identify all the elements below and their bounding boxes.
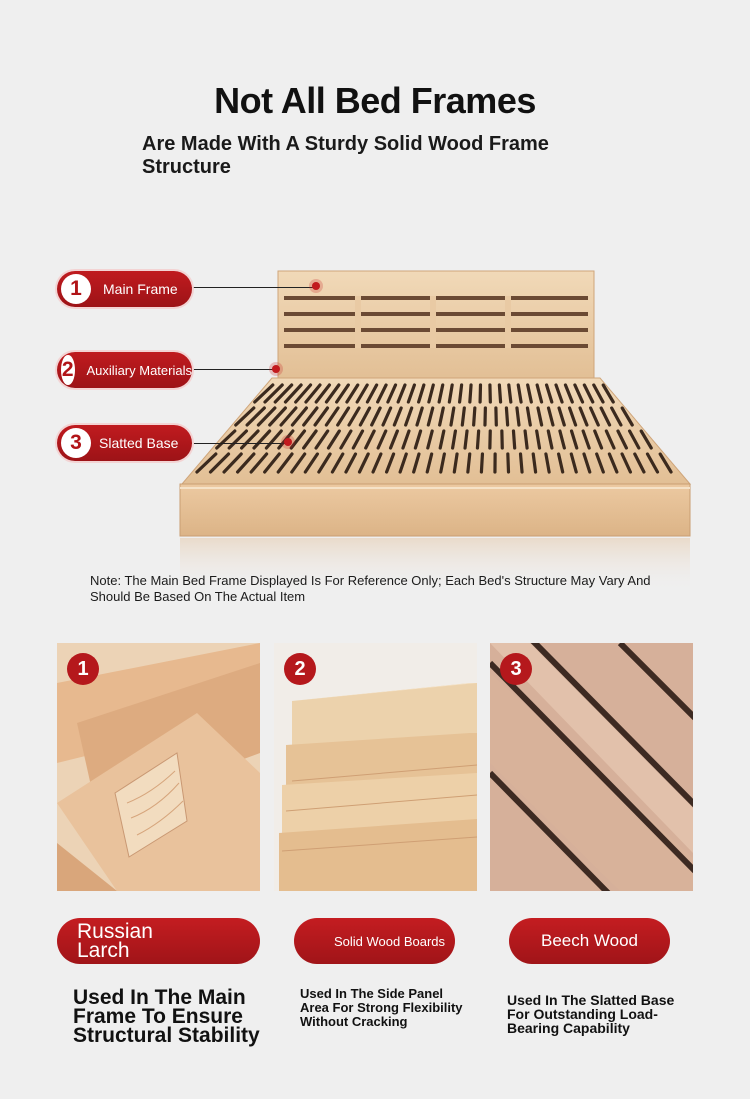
slat-gap: [521, 454, 523, 472]
page-subtitle: Are Made With A Sturdy Solid Wood Frame Structure: [142, 133, 549, 178]
slat-gap: [508, 454, 509, 472]
callout-number: 3: [61, 428, 91, 458]
slat-gap: [460, 385, 462, 402]
material-photo-boards: [274, 643, 477, 891]
material-photo-beech: [490, 643, 693, 891]
callout-3-leader: [190, 443, 288, 444]
material-name-larch: [57, 918, 260, 964]
slat-gap: [477, 431, 478, 448]
material-name-label: Beech Wood: [540, 931, 639, 950]
callout-3-marker: [284, 438, 292, 446]
slat-gap: [470, 385, 471, 402]
callout-2-marker: [272, 365, 280, 373]
material-description-beech: Used In The Slatted Base For Outstanding Load-Bearing Capability: [507, 992, 675, 1036]
callout-1-marker: [312, 282, 320, 290]
material-name-beech: [509, 918, 670, 964]
callout-label: Auxiliary Materials: [86, 362, 192, 378]
slat-gap: [468, 454, 470, 472]
material-description-boards: Used In The Side Panel Area For Strong Flexibility Without Cracking: [300, 986, 463, 1029]
slat-gap: [481, 454, 482, 472]
material-name-label: Solid Wood Boards: [333, 933, 446, 949]
slat-gap: [517, 408, 519, 425]
reference-note: Note: The Main Bed Frame Displayed Is For Reference Only; Each Bed's Structure May Vary And Should Be Based On The Actual Item: [90, 573, 651, 604]
slat-gap: [465, 431, 467, 448]
material-photo-larch: [57, 643, 260, 891]
material-name-boards: [294, 918, 455, 964]
slat-gap: [509, 385, 511, 402]
callout-2-leader: [190, 369, 275, 370]
callout-auxiliary-materials: [57, 352, 192, 388]
slat-gap: [506, 408, 507, 425]
callout-number: 2: [61, 355, 75, 385]
callout-slatted-base: [57, 425, 192, 461]
slat-gap: [525, 431, 527, 448]
callout-number: 1: [61, 274, 91, 304]
material-description-larch: Used In The Main Frame To Ensure Structural Stability: [73, 986, 260, 1047]
page-title: Not All Bed Frames: [214, 80, 536, 121]
material-name-label: Russian Larch: [77, 920, 153, 962]
material-badge: 2: [284, 653, 316, 685]
slat-gap: [513, 431, 514, 448]
slat-gap: [474, 408, 475, 425]
slat-gap: [462, 408, 464, 425]
material-badge: 1: [67, 653, 99, 685]
material-badge: 3: [500, 653, 532, 685]
slat-gap: [499, 385, 500, 402]
callout-main-frame: [57, 271, 192, 307]
callout-label: Main Frame: [103, 281, 178, 297]
callout-label: Slatted Base: [99, 435, 179, 451]
callout-1-leader: [190, 287, 316, 288]
